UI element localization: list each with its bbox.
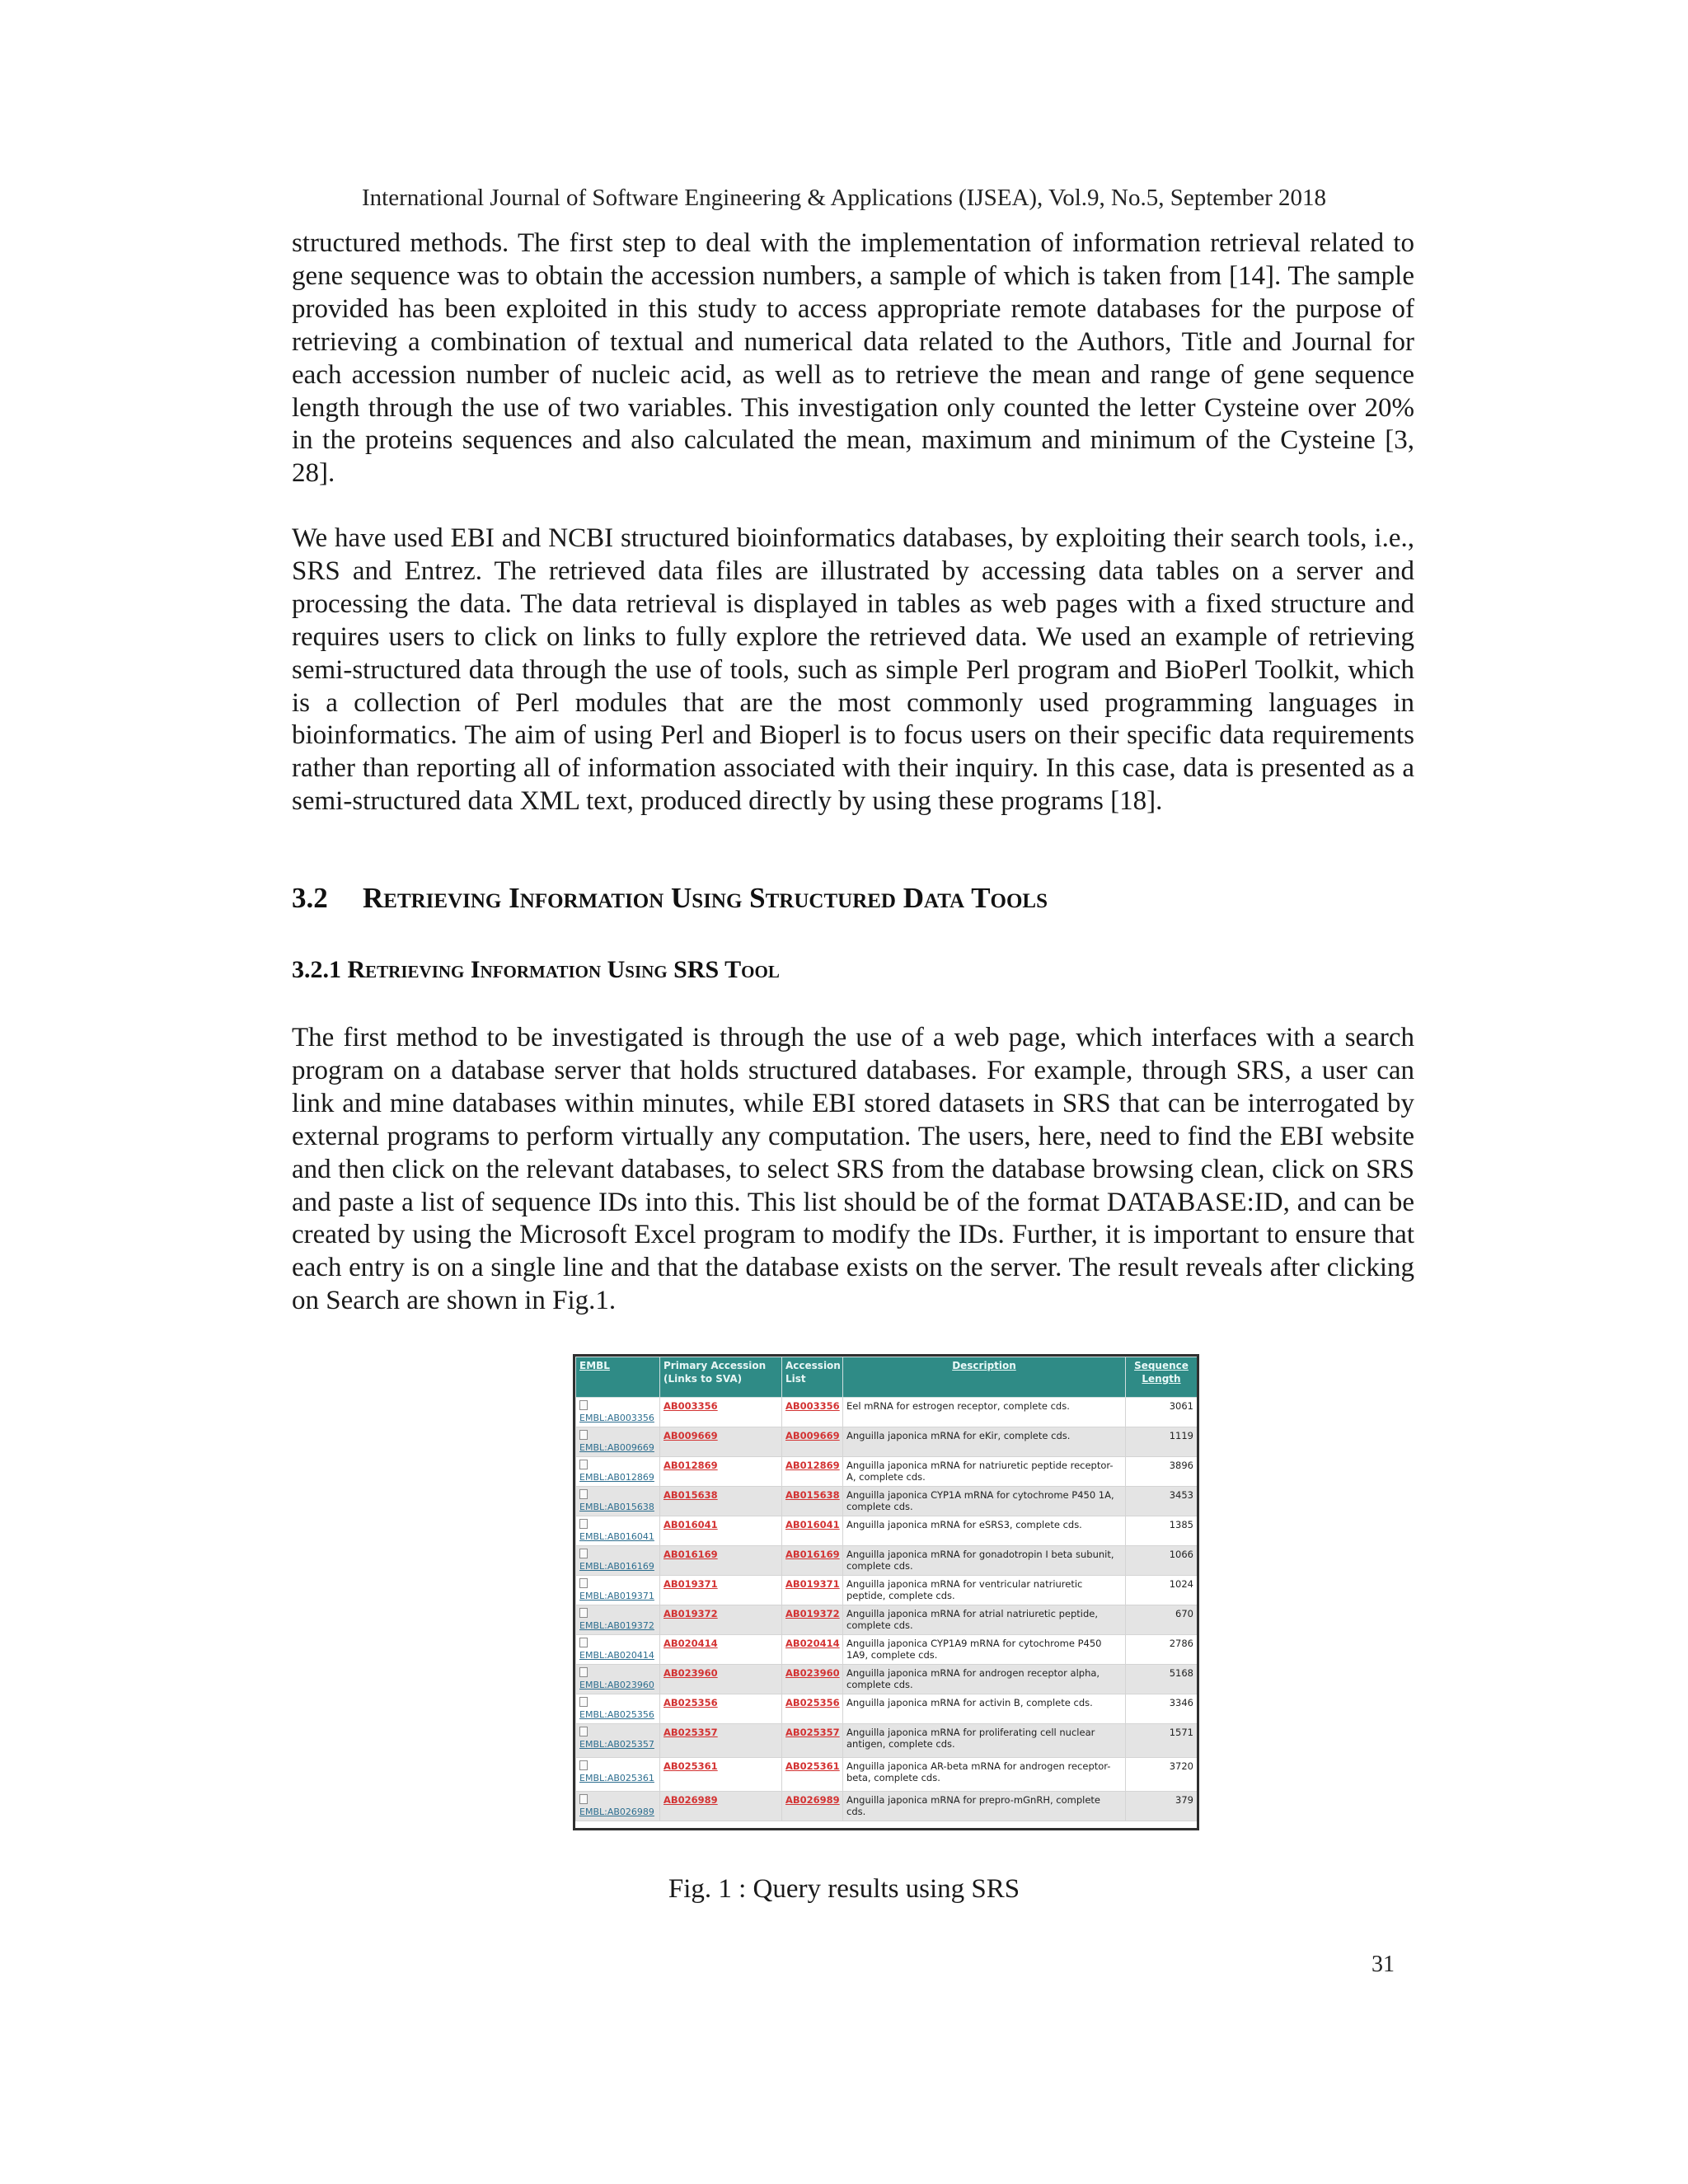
- row-select-checkbox[interactable]: [579, 1489, 588, 1499]
- primary-accession-link[interactable]: AB019371: [663, 1578, 718, 1590]
- sequence-length-cell: 3453: [1126, 1487, 1198, 1516]
- row-select-checkbox[interactable]: [579, 1608, 588, 1618]
- row-select-checkbox[interactable]: [579, 1430, 588, 1440]
- primary-accession-cell: [660, 1576, 782, 1605]
- accession-list-cell: [782, 1758, 843, 1792]
- accession-list-cell: [782, 1546, 843, 1576]
- primary-accession-link[interactable]: AB023960: [663, 1667, 718, 1679]
- row-select-checkbox[interactable]: [579, 1667, 588, 1677]
- row-select-checkbox[interactable]: [579, 1400, 588, 1410]
- table-row: [576, 1635, 1198, 1665]
- section-number: 3.2: [292, 882, 328, 914]
- embl-cell: [576, 1694, 660, 1724]
- embl-id-link[interactable]: EMBL:AB016041: [579, 1531, 654, 1542]
- primary-accession-link[interactable]: AB015638: [663, 1489, 718, 1501]
- sequence-length-sort-link[interactable]: Sequence Length: [1134, 1360, 1189, 1385]
- description-cell: Anguilla japonica mRNA for ventricular natriuretic peptide, complete cds.: [843, 1576, 1126, 1605]
- primary-accession-link[interactable]: AB025356: [663, 1697, 718, 1708]
- column-header-description[interactable]: [843, 1357, 1126, 1398]
- row-select-checkbox[interactable]: [579, 1697, 588, 1707]
- primary-accession-link[interactable]: AB025361: [663, 1760, 718, 1772]
- sequence-length-cell: 3346: [1126, 1694, 1198, 1724]
- table-row: [576, 1665, 1198, 1694]
- embl-cell: [576, 1487, 660, 1516]
- accession-list-cell: [782, 1724, 843, 1758]
- embl-cell: [576, 1605, 660, 1635]
- accession-list-link[interactable]: AB016041: [785, 1519, 840, 1530]
- embl-id-link[interactable]: EMBL:AB003356: [579, 1413, 654, 1423]
- embl-id-link[interactable]: EMBL:AB020414: [579, 1650, 654, 1661]
- primary-accession-cell: [660, 1487, 782, 1516]
- table-row: [576, 1546, 1198, 1576]
- sequence-length-cell: 1024: [1126, 1576, 1198, 1605]
- description-cell: Anguilla japonica mRNA for atrial natriuretic peptide, complete cds.: [843, 1605, 1126, 1635]
- description-cell: Anguilla japonica mRNA for activin B, complete cds.: [843, 1694, 1126, 1724]
- accession-list-link[interactable]: AB025357: [785, 1727, 840, 1738]
- accession-list-link[interactable]: AB003356: [785, 1400, 840, 1412]
- description-cell: Eel mRNA for estrogen receptor, complete cds.: [843, 1398, 1126, 1427]
- column-header-primary-accession: Primary Accession (Links to SVA): [660, 1357, 782, 1398]
- accession-list-cell: [782, 1605, 843, 1635]
- table-row: [576, 1605, 1198, 1635]
- accession-list-cell: [782, 1516, 843, 1546]
- sequence-length-cell: 3896: [1126, 1457, 1198, 1487]
- embl-id-link[interactable]: EMBL:AB025356: [579, 1709, 654, 1720]
- accession-list-cell: [782, 1665, 843, 1694]
- embl-cell: [576, 1758, 660, 1792]
- embl-cell: [576, 1576, 660, 1605]
- embl-id-link[interactable]: EMBL:AB025361: [579, 1773, 654, 1783]
- srs-results-table: [575, 1357, 1198, 1821]
- embl-cell: [576, 1398, 660, 1427]
- accession-list-cell: [782, 1487, 843, 1516]
- embl-cell: [576, 1427, 660, 1457]
- primary-accession-cell: [660, 1694, 782, 1724]
- embl-cell: [576, 1724, 660, 1758]
- embl-id-link[interactable]: EMBL:AB012869: [579, 1472, 654, 1483]
- row-select-checkbox[interactable]: [579, 1519, 588, 1529]
- primary-accession-cell: [660, 1758, 782, 1792]
- description-sort-link[interactable]: Description: [952, 1360, 1016, 1371]
- accession-list-link[interactable]: AB025361: [785, 1760, 840, 1772]
- primary-accession-cell: [660, 1457, 782, 1487]
- accession-list-cell: [782, 1398, 843, 1427]
- sequence-length-cell: 3720: [1126, 1758, 1198, 1792]
- accession-list-cell: [782, 1635, 843, 1665]
- row-select-checkbox[interactable]: [579, 1760, 588, 1770]
- embl-cell: [576, 1457, 660, 1487]
- row-select-checkbox[interactable]: [579, 1638, 588, 1647]
- accession-list-cell: [782, 1457, 843, 1487]
- primary-accession-cell: [660, 1546, 782, 1576]
- accession-list-link[interactable]: AB015638: [785, 1489, 840, 1501]
- paragraph-srs-method: The first method to be investigated is through the use of a web page, which interfaces with a search program on a database server that holds structured databases. For example, through SRS, a user can link and mine databases within minutes, while EBI stored datasets in SRS that can be interrogated by external programs to perform virtually any computation. The users, here, need to find the EBI website and then click on the relevant databases, to select SRS from the database browsing clean, click on SRS and paste a list of sequence IDs into this. This list should be of the format DATABASE:ID, and can be created by using the Microsoft Excel program to modify the IDs. Further, it is important to ensure that each entry is on a single line and that the database exists on the server. The result reveals after clicking on Search are shown in Fig.1.: [292, 1023, 1414, 1316]
- paragraph-structured-databases: We have used EBI and NCBI structured bioinformatics databases, by exploiting their search tools, i.e., SRS and Entrez. The retrieved data files are illustrated by accessing data tables on a server and processing the data. The data retrieval is displayed in tables as web pages with a fixed structure and requires users to click on links to fully explore the retrieved data. We used an example of retrieving semi-structured data through the use of tools, such as simple Perl program and BioPerl Toolkit, which is a collection of Perl modules that are the most commonly used programming languages in bioinformatics. The aim of using Perl and Bioperl is to focus users on their specific data requirements rather than reporting all of information associated with their inquiry. In this case, data is presented as a semi-structured data XML text, produced directly by using these programs [18].: [292, 523, 1414, 817]
- running-header: International Journal of Software Engineering & Applications (IJSEA), Vol.9, No.5, September 2018: [362, 185, 1326, 211]
- row-select-checkbox[interactable]: [579, 1578, 588, 1588]
- description-cell: Anguilla japonica mRNA for proliferating cell nuclear antigen, complete cds.: [843, 1724, 1126, 1758]
- table-row: [576, 1457, 1198, 1487]
- table-row: [576, 1398, 1198, 1427]
- sequence-length-cell: 1571: [1126, 1724, 1198, 1758]
- sequence-length-cell: 379: [1126, 1792, 1198, 1821]
- primary-accession-cell: [660, 1635, 782, 1665]
- table-row: [576, 1427, 1198, 1457]
- accession-list-link[interactable]: AB020414: [785, 1638, 840, 1649]
- description-cell: Anguilla japonica CYP1A9 mRNA for cytochrome P450 1A9, complete cds.: [843, 1635, 1126, 1665]
- section-title: Retrieving Information Using Structured Data Tools: [363, 882, 1048, 914]
- embl-cell: [576, 1516, 660, 1546]
- table-row: [576, 1724, 1198, 1758]
- accession-list-link[interactable]: AB009669: [785, 1430, 840, 1441]
- page-number: 31: [1372, 1952, 1395, 1977]
- primary-accession-link[interactable]: AB020414: [663, 1638, 718, 1649]
- embl-cell: [576, 1635, 660, 1665]
- primary-accession-cell: [660, 1665, 782, 1694]
- accession-list-link[interactable]: AB019372: [785, 1608, 840, 1619]
- description-cell: Anguilla japonica mRNA for androgen receptor alpha, complete cds.: [843, 1665, 1126, 1694]
- table-row: [576, 1487, 1198, 1516]
- sequence-length-cell: 5168: [1126, 1665, 1198, 1694]
- table-row: [576, 1576, 1198, 1605]
- section-heading-3-2-1: [292, 956, 780, 984]
- embl-cell: [576, 1665, 660, 1694]
- sequence-length-cell: 1119: [1126, 1427, 1198, 1457]
- embl-cell: [576, 1792, 660, 1821]
- primary-accession-cell: [660, 1398, 782, 1427]
- embl-id-link[interactable]: EMBL:AB009669: [579, 1442, 654, 1453]
- subsection-title: Retrieving Information Using SRS Tool: [347, 956, 780, 983]
- description-cell: Anguilla japonica mRNA for prepro-mGnRH, complete cds.: [843, 1792, 1126, 1821]
- embl-id-link[interactable]: EMBL:AB025357: [579, 1739, 654, 1750]
- accession-list-link[interactable]: AB019371: [785, 1578, 840, 1590]
- primary-accession-link[interactable]: AB003356: [663, 1400, 718, 1412]
- column-header-accession-list: Accession List: [782, 1357, 843, 1398]
- embl-id-link[interactable]: EMBL:AB019371: [579, 1591, 654, 1601]
- accession-list-link[interactable]: AB012869: [785, 1460, 840, 1471]
- accession-list-link[interactable]: AB025356: [785, 1697, 840, 1708]
- row-select-checkbox[interactable]: [579, 1460, 588, 1469]
- sequence-length-cell: 2786: [1126, 1635, 1198, 1665]
- embl-id-link[interactable]: EMBL:AB026989: [579, 1807, 654, 1817]
- description-cell: Anguilla japonica mRNA for gonadotropin I beta subunit, complete cds.: [843, 1546, 1126, 1576]
- section-heading-3-2: [292, 882, 1048, 915]
- primary-accession-link[interactable]: AB026989: [663, 1794, 718, 1806]
- primary-accession-cell: [660, 1516, 782, 1546]
- primary-accession-link[interactable]: AB016041: [663, 1519, 718, 1530]
- embl-id-link[interactable]: EMBL:AB023960: [579, 1680, 654, 1690]
- primary-accession-cell: [660, 1605, 782, 1635]
- column-header-sequence-length[interactable]: [1126, 1357, 1198, 1398]
- description-cell: Anguilla japonica mRNA for natriuretic peptide receptor-A, complete cds.: [843, 1457, 1126, 1487]
- primary-accession-cell: [660, 1724, 782, 1758]
- sequence-length-cell: 3061: [1126, 1398, 1198, 1427]
- table-row: [576, 1694, 1198, 1724]
- sequence-length-cell: 1385: [1126, 1516, 1198, 1546]
- primary-accession-link[interactable]: AB016169: [663, 1549, 718, 1560]
- table-row: [576, 1758, 1198, 1792]
- description-cell: Anguilla japonica CYP1A mRNA for cytochrome P450 1A, complete cds.: [843, 1487, 1126, 1516]
- description-cell: Anguilla japonica mRNA for eSRS3, complete cds.: [843, 1516, 1126, 1546]
- accession-list-cell: [782, 1576, 843, 1605]
- table-header-row: [576, 1357, 1198, 1398]
- table-row: [576, 1516, 1198, 1546]
- row-select-checkbox[interactable]: [579, 1727, 588, 1736]
- paragraph-methods: structured methods. The first step to deal with the implementation of information retrieval related to gene sequence was to obtain the accession numbers, a sample of which is taken from [14]. The sample provided has been exploited in this study to access appropriate remote databases for the purpose of retrieving a combination of textual and numerical data related to the Authors, Title and Journal for each accession number of nucleic acid, as well as to retrieve the mean and range of gene sequence length through the use of two variables. This investigation only counted the letter Cysteine over 20% in the proteins sequences and also calculated the mean, maximum and minimum of the Cysteine [3, 28].: [292, 228, 1414, 489]
- accession-list-cell: [782, 1427, 843, 1457]
- embl-cell: [576, 1546, 660, 1576]
- accession-list-cell: [782, 1694, 843, 1724]
- table-row: [576, 1792, 1198, 1821]
- description-cell: Anguilla japonica AR-beta mRNA for androgen receptor-beta, complete cds.: [843, 1758, 1126, 1792]
- column-header-embl[interactable]: [576, 1357, 660, 1398]
- primary-accession-link[interactable]: AB019372: [663, 1608, 718, 1619]
- srs-results-figure: [573, 1354, 1199, 1830]
- embl-id-link[interactable]: EMBL:AB019372: [579, 1620, 654, 1631]
- figure-caption: Fig. 1 : Query results using SRS: [668, 1874, 1020, 1904]
- primary-accession-cell: [660, 1792, 782, 1821]
- primary-accession-cell: [660, 1427, 782, 1457]
- sequence-length-cell: 1066: [1126, 1546, 1198, 1576]
- row-select-checkbox[interactable]: [579, 1549, 588, 1558]
- accession-list-cell: [782, 1792, 843, 1821]
- accession-list-link[interactable]: AB026989: [785, 1794, 840, 1806]
- subsection-number: 3.2.1: [292, 956, 341, 983]
- accession-list-link[interactable]: AB023960: [785, 1667, 840, 1679]
- embl-sort-link[interactable]: EMBL: [579, 1360, 610, 1371]
- primary-accession-link[interactable]: AB009669: [663, 1430, 718, 1441]
- sequence-length-cell: 670: [1126, 1605, 1198, 1635]
- embl-id-link[interactable]: EMBL:AB016169: [579, 1561, 654, 1572]
- row-select-checkbox[interactable]: [579, 1794, 588, 1804]
- primary-accession-link[interactable]: AB025357: [663, 1727, 718, 1738]
- accession-list-link[interactable]: AB016169: [785, 1549, 840, 1560]
- primary-accession-link[interactable]: AB012869: [663, 1460, 718, 1471]
- embl-id-link[interactable]: EMBL:AB015638: [579, 1502, 654, 1512]
- description-cell: Anguilla japonica mRNA for eKir, complete cds.: [843, 1427, 1126, 1457]
